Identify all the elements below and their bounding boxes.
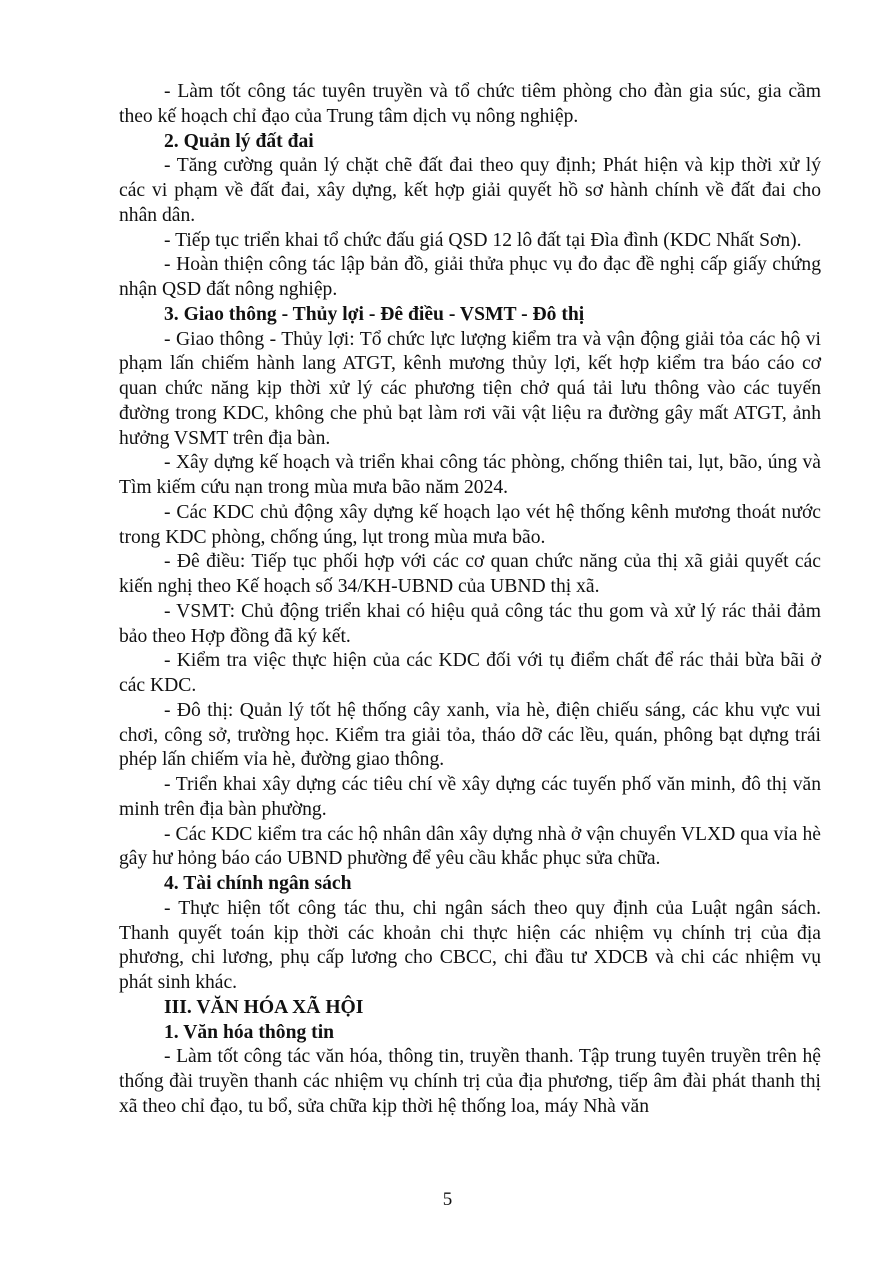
para-dyke: - Đê điều: Tiếp tục phối hợp với các cơ quan chức năng của thị xã giải quyết các kiến nghị theo Kế hoạch số 34/KH-UBND của UBND thị xã. (119, 551, 821, 597)
page-number: 5 (442, 1189, 453, 1210)
heading-culture-info: 1. Văn hóa thông tin (164, 1021, 335, 1043)
heading-land-management: 2. Quản lý đất đai (164, 130, 314, 152)
para-vaccination: - Làm tốt công tác tuyên truyền và tổ chức tiêm phòng cho đàn gia súc, gia cầm theo kế hoạch chỉ đạo của Trung tâm dịch vụ nông nghiệp. (119, 81, 821, 127)
para-land-control: - Tăng cường quản lý chặt chẽ đất đai theo quy định; Phát hiện và kịp thời xử lý các vi phạm về đất đai, xây dựng, kết hợp giải quyết hồ sơ hành chính về đất đai cho nhân dân. (119, 155, 821, 226)
para-land-auction: - Tiếp tục triển khai tổ chức đấu giá QSD 12 lô đất tại Đìa đình (KDC Nhất Sơn). (164, 229, 802, 251)
para-propaganda: - Làm tốt công tác văn hóa, thông tin, truyền thanh. Tập trung tuyên truyền trên hệ thống đài truyền thanh các nhiệm vụ chính trị của địa phương, tiếp âm đài phát thanh thị xã theo chỉ đạo, tu bổ, sửa chữa kịp thời hệ thống loa, máy Nhà văn (119, 1046, 821, 1117)
para-transport-irrigation: - Giao thông - Thủy lợi: Tổ chức lực lượng kiểm tra và vận động giải tỏa các hộ vi phạm lấn chiếm hành lang ATGT, kênh mương thủy lợi, kết hợp kiểm tra báo cáo cơ quan chức năng kịp thời xử lý các phương tiện chở quá tải lưu thông vào các tuyến đường trong KDC, không che phủ bạt làm rơi vãi vật liệu ra đường gây mất ATGT, ảnh hưởng VSMT trên địa bàn. (119, 328, 821, 449)
para-urban: - Đô thị: Quản lý tốt hệ thống cây xanh, vỉa hè, điện chiếu sáng, các khu vực vui chơi, công sở, trường học. Kiểm tra giải tỏa, tháo dỡ các lều, quán, phông bạt dựng trái phép lấn chiếm vỉa hè, đường giao thông. (119, 699, 821, 771)
para-disaster-plan: - Xây dựng kế hoạch và triển khai công tác phòng, chống thiên tai, lụt, bão, úng và Tìm kiếm cứu nạn trong mùa mưa bão năm 2024. (119, 452, 821, 498)
heading-transport: 3. Giao thông - Thủy lợi - Đê điều - VSMT - Đô thị (164, 303, 585, 325)
page-body (119, 80, 821, 1120)
para-budget: - Thực hiện tốt công tác thu, chi ngân sách theo quy định của Luật ngân sách. Thanh quyết toán kịp thời các khoản chi thực hiện các nhiệm vụ chính trị của địa phương, chi lương, phụ cấp lương cho CBCC, chi đầu tư XDCB và chi các nhiệm vụ phát sinh khác. (119, 897, 821, 993)
para-waste-check: - Kiểm tra việc thực hiện của các KDC đối với tụ điểm chất để rác thải bừa bãi ở các KDC. (119, 650, 821, 696)
para-sidewalk-damage: - Các KDC kiểm tra các hộ nhân dân xây dựng nhà ở vận chuyển VLXD qua vỉa hè gây hư hỏng báo cáo UBND phường để yêu cầu khắc phục sửa chữa. (119, 823, 821, 870)
para-civilized-streets: - Triển khai xây dựng các tiêu chí về xây dựng các tuyến phố văn minh, đô thị văn minh trên địa bàn phường. (119, 774, 821, 820)
para-land-mapping: - Hoàn thiện công tác lập bản đồ, giải thửa phục vụ đo đạc đề nghị cấp giấy chứng nhận QSD đất nông nghiệp. (119, 254, 821, 300)
heading-culture-society: III. VĂN HÓA XÃ HỘI (164, 996, 364, 1018)
para-sanitation: - VSMT: Chủ động triển khai có hiệu quả công tác thu gom và xử lý rác thải đảm bảo theo Hợp đồng đã ký kết. (119, 600, 821, 647)
heading-finance: 4. Tài chính ngân sách (164, 873, 352, 894)
para-drainage: - Các KDC chủ động xây dựng kế hoạch lạo vét hệ thống kênh mương thoát nước trong KDC phòng, chống úng, lụt trong mùa mưa bão. (119, 501, 821, 548)
